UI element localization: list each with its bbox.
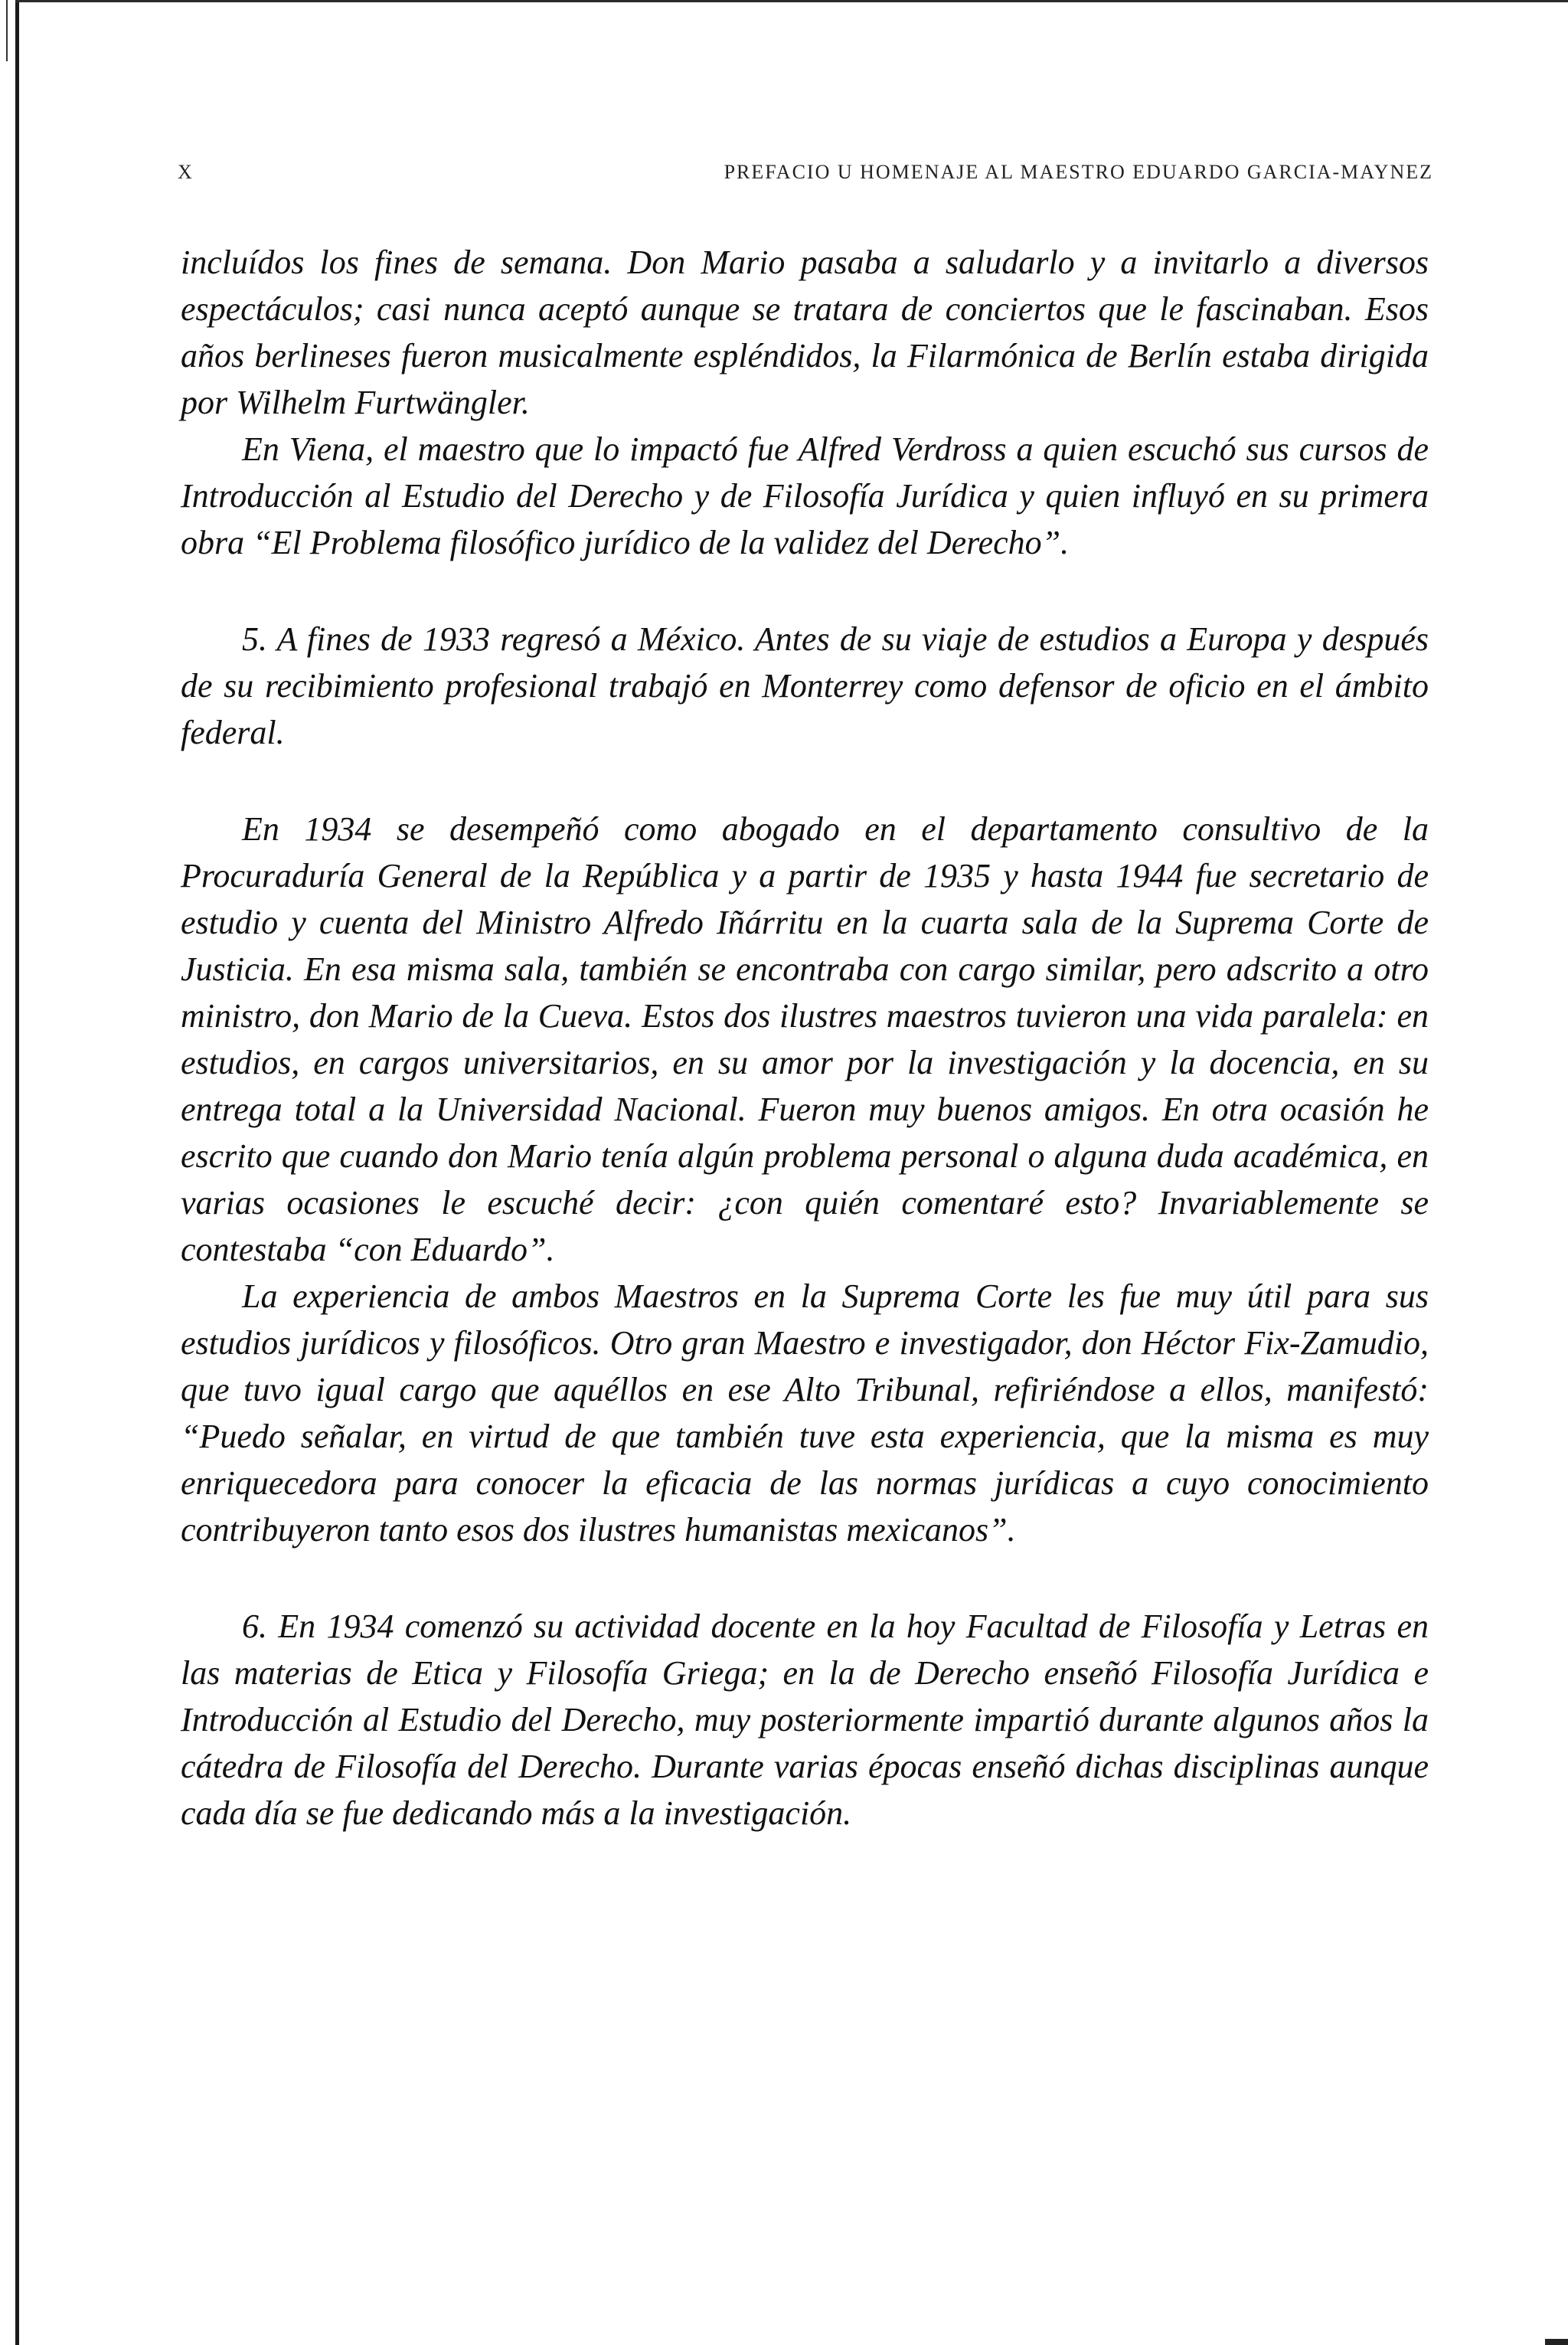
section-gap <box>181 1553 1429 1603</box>
running-head: PREFACIO U HOMENAJE AL MAESTRO EDUARDO GARCIA-MAYNEZ <box>724 161 1433 183</box>
section-gap <box>181 566 1429 616</box>
section-gap <box>181 756 1429 806</box>
scan-border-left <box>15 0 19 2345</box>
scan-border-left-mark <box>6 0 8 61</box>
body-text <box>181 239 1429 1836</box>
scan-border-top <box>15 0 1568 2</box>
page-header <box>178 161 1433 191</box>
paragraph: 6. En 1934 comenzó su actividad docente en la hoy Facultad de Filosofía y Letras en las materias de Etica y Filosofía Griega; en la de Derecho enseñó Filosofía Jurídica e Introducción al Estudio del Derecho, muy posteriormente impartió durante algunos años la cátedra de Filosofía del Derecho. Durante varias épocas enseñó dichas disciplinas aunque cada día se fue dedicando más a la investigación. <box>181 1607 1429 1832</box>
paragraph: La experiencia de ambos Maestros en la Suprema Corte les fue muy útil para sus estudios jurídicos y filosóficos. Otro gran Maestro e investigador, don Héctor Fix-Zamudio, que tuvo igual cargo que aquéllos en ese Alto Tribunal, refiriéndose a ellos, manifestó: “Puedo señalar, en virtud de que también tuve esta experiencia, que la misma es muy enriquecedora para conocer la eficacia de las normas jurídicas a cuyo conocimiento contribuyeron tanto esos dos ilustres humanistas mexicanos”. <box>181 1277 1429 1549</box>
paragraph: En Viena, el maestro que lo impactó fue Alfred Verdross a quien escuchó sus cursos de Introducción al Estudio del Derecho y de Filosofía Jurídica y quien influyó en su primera obra “El Problema filosófico jurídico de la validez del Derecho”. <box>181 430 1429 561</box>
paragraph: 5. A fines de 1933 regresó a México. Antes de su viaje de estudios a Europa y después de su recibimiento profesional trabajó en Monterrey como defensor de oficio en el ámbito federal. <box>181 620 1429 751</box>
page-number: X <box>178 161 194 183</box>
paragraph: En 1934 se desempeñó como abogado en el departamento consultivo de la Procuraduría General de la República y a partir de 1935 y hasta 1944 fue secretario de estudio y cuenta del Ministro Alfredo Iñárritu en la cuarta sala de la Suprema Corte de Justicia. En esa misma sala, también se encontraba con cargo similar, pero adscrito a otro ministro, don Mario de la Cueva. Estos dos ilustres maestros tuvieron una vida paralela: en estudios, en cargos universitarios, en su amor por la investigación y la docencia, en su entrega total a la Universidad Nacional. Fueron muy buenos amigos. En otra ocasión he escrito que cuando don Mario tenía algún problema personal o alguna duda académica, en varias ocasiones le escuché decir: ¿con quién comentaré esto? Invariablemente se contestaba “con Eduardo”. <box>181 810 1429 1268</box>
scan-corner-mark <box>1545 2339 1568 2345</box>
paragraph: incluídos los fines de semana. Don Mario pasaba a saludarlo y a invitarlo a diversos espectáculos; casi nunca aceptó aunque se tratara de conciertos que le fascinaban. Esos años berlineses fueron musicalmente espléndidos, la Filarmónica de Berlín estaba dirigida por Wilhelm Furtwängler. <box>181 244 1429 421</box>
